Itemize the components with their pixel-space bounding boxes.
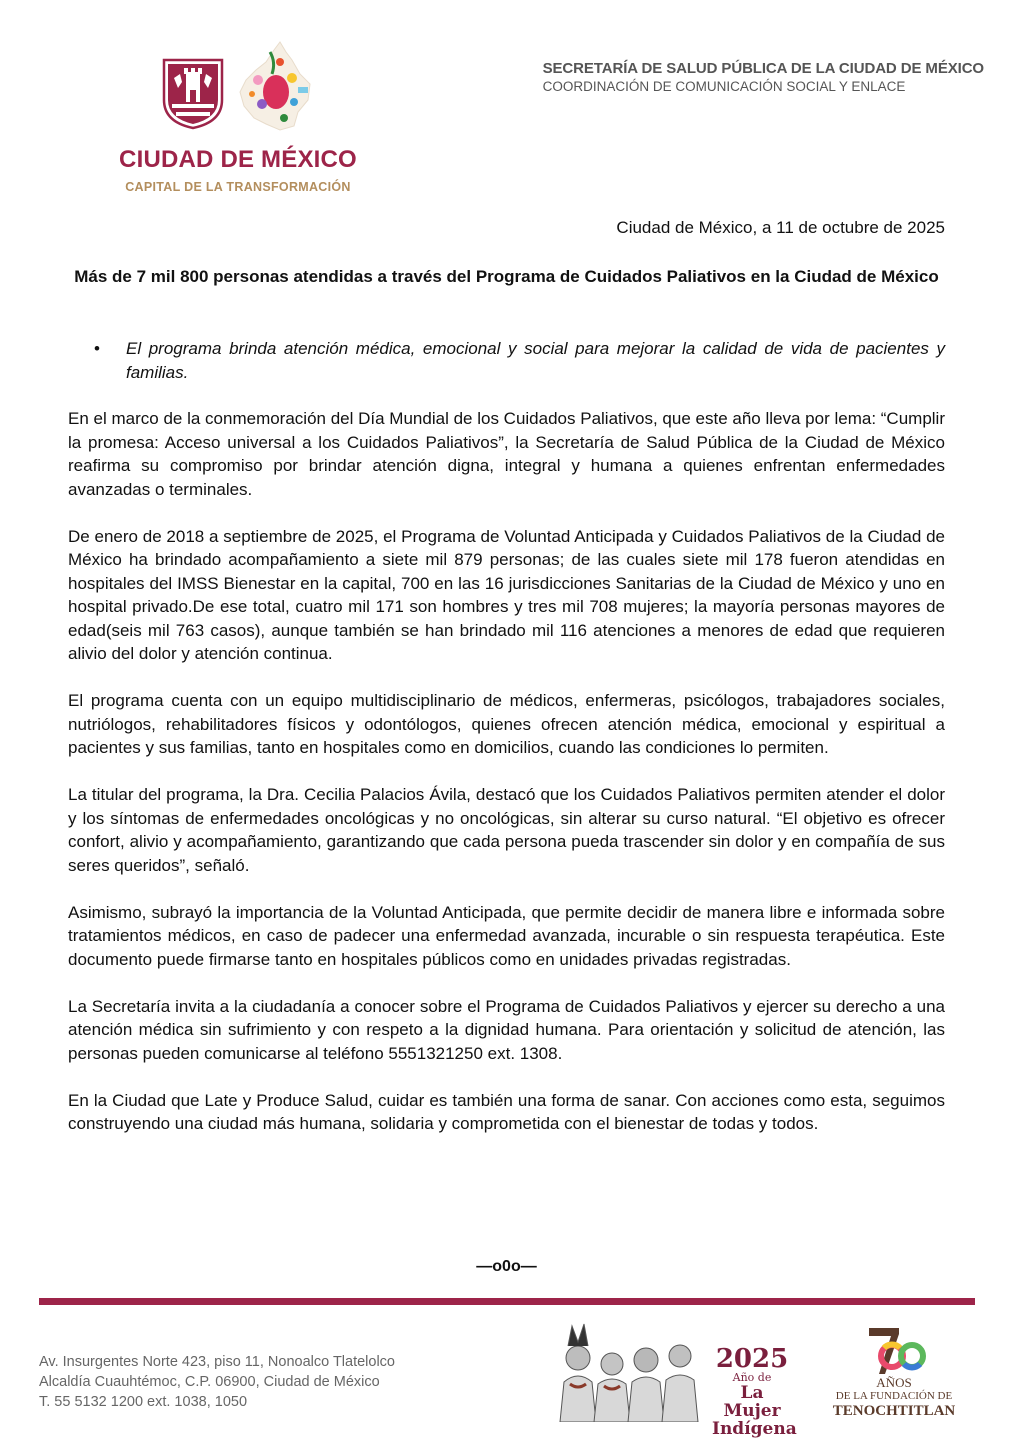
paragraph: En la Ciudad que Late y Produce Salud, cuidar es también una forma de sanar. Con acciones como esta, seguimos construyendo una ciudad más humana, solidaria y comprometida con el bienestar de todas y todos. <box>68 1090 945 1133</box>
mujer-logo-line2: La Mujer <box>723 1383 781 1421</box>
footer-divider <box>39 1298 975 1305</box>
address-line: Alcaldía Cuauhtémoc, C.P. 06900, Ciudad de México <box>39 1374 380 1390</box>
brand-subtitle: CAPITAL DE LA TRANSFORMACIÓN <box>125 180 351 194</box>
paragraph: La Secretaría invita a la ciudadanía a conocer sobre el Programa de Cuidados Paliativos y ejercer su derecho a una atención médica sin sufrimiento y con respeto a la dignidad humana. Para orientación y solicitud de atención, las personas pueden comunicarse al teléfono 5551321250 ext. 1308. <box>68 996 945 1063</box>
seventy-years-icon <box>859 1326 929 1376</box>
paragraph: La titular del programa, la Dra. Cecilia Palacios Ávila, destacó que los Cuidados Paliativos permiten atender el dolor y los síntomas de enfermedades oncológicas y no oncológicas, sin alterar su curso natural. “El objetivo es ofrecer confort, alivio y acompañamiento, garantizando que cada persona pueda trascender sin dolor y en compañía de sus seres queridos”, señaló. <box>68 785 945 875</box>
org-header <box>543 60 984 94</box>
footer-address <box>39 1352 395 1412</box>
paragraph: Asimismo, subrayó la importancia de la Voluntad Anticipada, que permite decidir de manera libre e informada sobre tratamientos médicos, en caso de padecer una enfermedad avanzada, incurable o sin respuesta terapéutica. Este documento puede firmarse tanto en hospitales públicos como en unidades privadas registradas. <box>68 902 945 969</box>
dateline: Ciudad de México, a 11 de octubre de 2025 <box>616 218 945 237</box>
summary-bullet <box>94 337 945 384</box>
cdmx-logo <box>108 40 368 200</box>
paragraph: De enero de 2018 a septiembre de 2025, el Programa de Voluntad Anticipada y Cuidados Paliativos de la Ciudad de México ha brindado acompañamiento a siete mil 879 personas; de las cuales siete mil 178 fueron atendidas en hospitales del IMSS Bienestar en la capital, 700 en las 16 jurisdicciones Sanitarias de la Ciudad de México y uno en hospital privado.De ese total, cuatro mil 171 son hombres y tres mil 708 mujeres; la mayoría personas mayores de edad(seis mil 763 casos), aunque también se han brindado mil 116 atenciones a menores de edad que requieren alivio del dolor y atención continua. <box>68 526 945 663</box>
bullet-icon: • <box>94 339 100 358</box>
address-line: Av. Insurgentes Norte 423, piso 11, Nonoalco Tlatelolco <box>39 1354 396 1370</box>
mujer-indigena-logo <box>712 1344 797 1439</box>
tenochtitlan-logo <box>826 1326 962 1419</box>
org-title: SECRETARÍA DE SALUD PÚBLICA DE LA CIUDAD DE MÉXICO <box>542 60 984 77</box>
cdmx-floral-map-icon <box>236 40 316 132</box>
mujer-logo-year: 2025 <box>715 1344 789 1374</box>
mujer-logo-line1: Año de <box>732 1371 772 1384</box>
cdmx-coat-of-arms-icon <box>162 58 224 130</box>
tenochtitlan-logo-line1: AÑOS <box>876 1375 912 1390</box>
closing-mark: —o0o— <box>476 1258 537 1275</box>
tenochtitlan-logo-line2: DE LA FUNDACIÓN DE <box>835 1390 953 1402</box>
headline: Más de 7 mil 800 personas atendidas a través del Programa de Cuidados Paliativos en la Ciudad de México <box>74 267 939 286</box>
indigenous-women-illustration-icon <box>556 1322 711 1422</box>
mujer-logo-line3: Indígena <box>712 1419 797 1439</box>
paragraph: El programa cuenta con un equipo multidisciplinario de médicos, enfermeras, psicólogos, trabajadores sociales, nutriólogos, rehabilitadores físicos y odontólogos, quienes ofrecen atención médica, emocional y espiritual a pacientes y sus familias, tanto en hospitales como en domicilios, cuando las condiciones lo permiten. <box>68 691 945 757</box>
paragraph: En el marco de la conmemoración del Día Mundial de los Cuidados Paliativos, que este año lleva por lema: “Cumplir la promesa: Acceso universal a los Cuidados Paliativos”, la Secretaría de Salud Pública de la Ciudad de México reafirma su compromiso por brindar atención digna, integral y humana a quienes enfrentan enfermedades avanzadas o terminales. <box>68 409 945 499</box>
org-subtitle: COORDINACIÓN DE COMUNICACIÓN SOCIAL Y ENLACE <box>542 79 906 94</box>
article-body <box>68 407 945 1159</box>
brand-title: CIUDAD DE MÉXICO <box>119 146 357 173</box>
tenochtitlan-logo-line3: TENOCHTITLAN <box>832 1403 956 1419</box>
address-phone: T. 55 5132 1200 ext. 1038, 1050 <box>39 1394 248 1410</box>
bullet-text: El programa brinda atención médica, emocional y social para mejorar la calidad de vida de pacientes y familias. <box>126 339 945 382</box>
